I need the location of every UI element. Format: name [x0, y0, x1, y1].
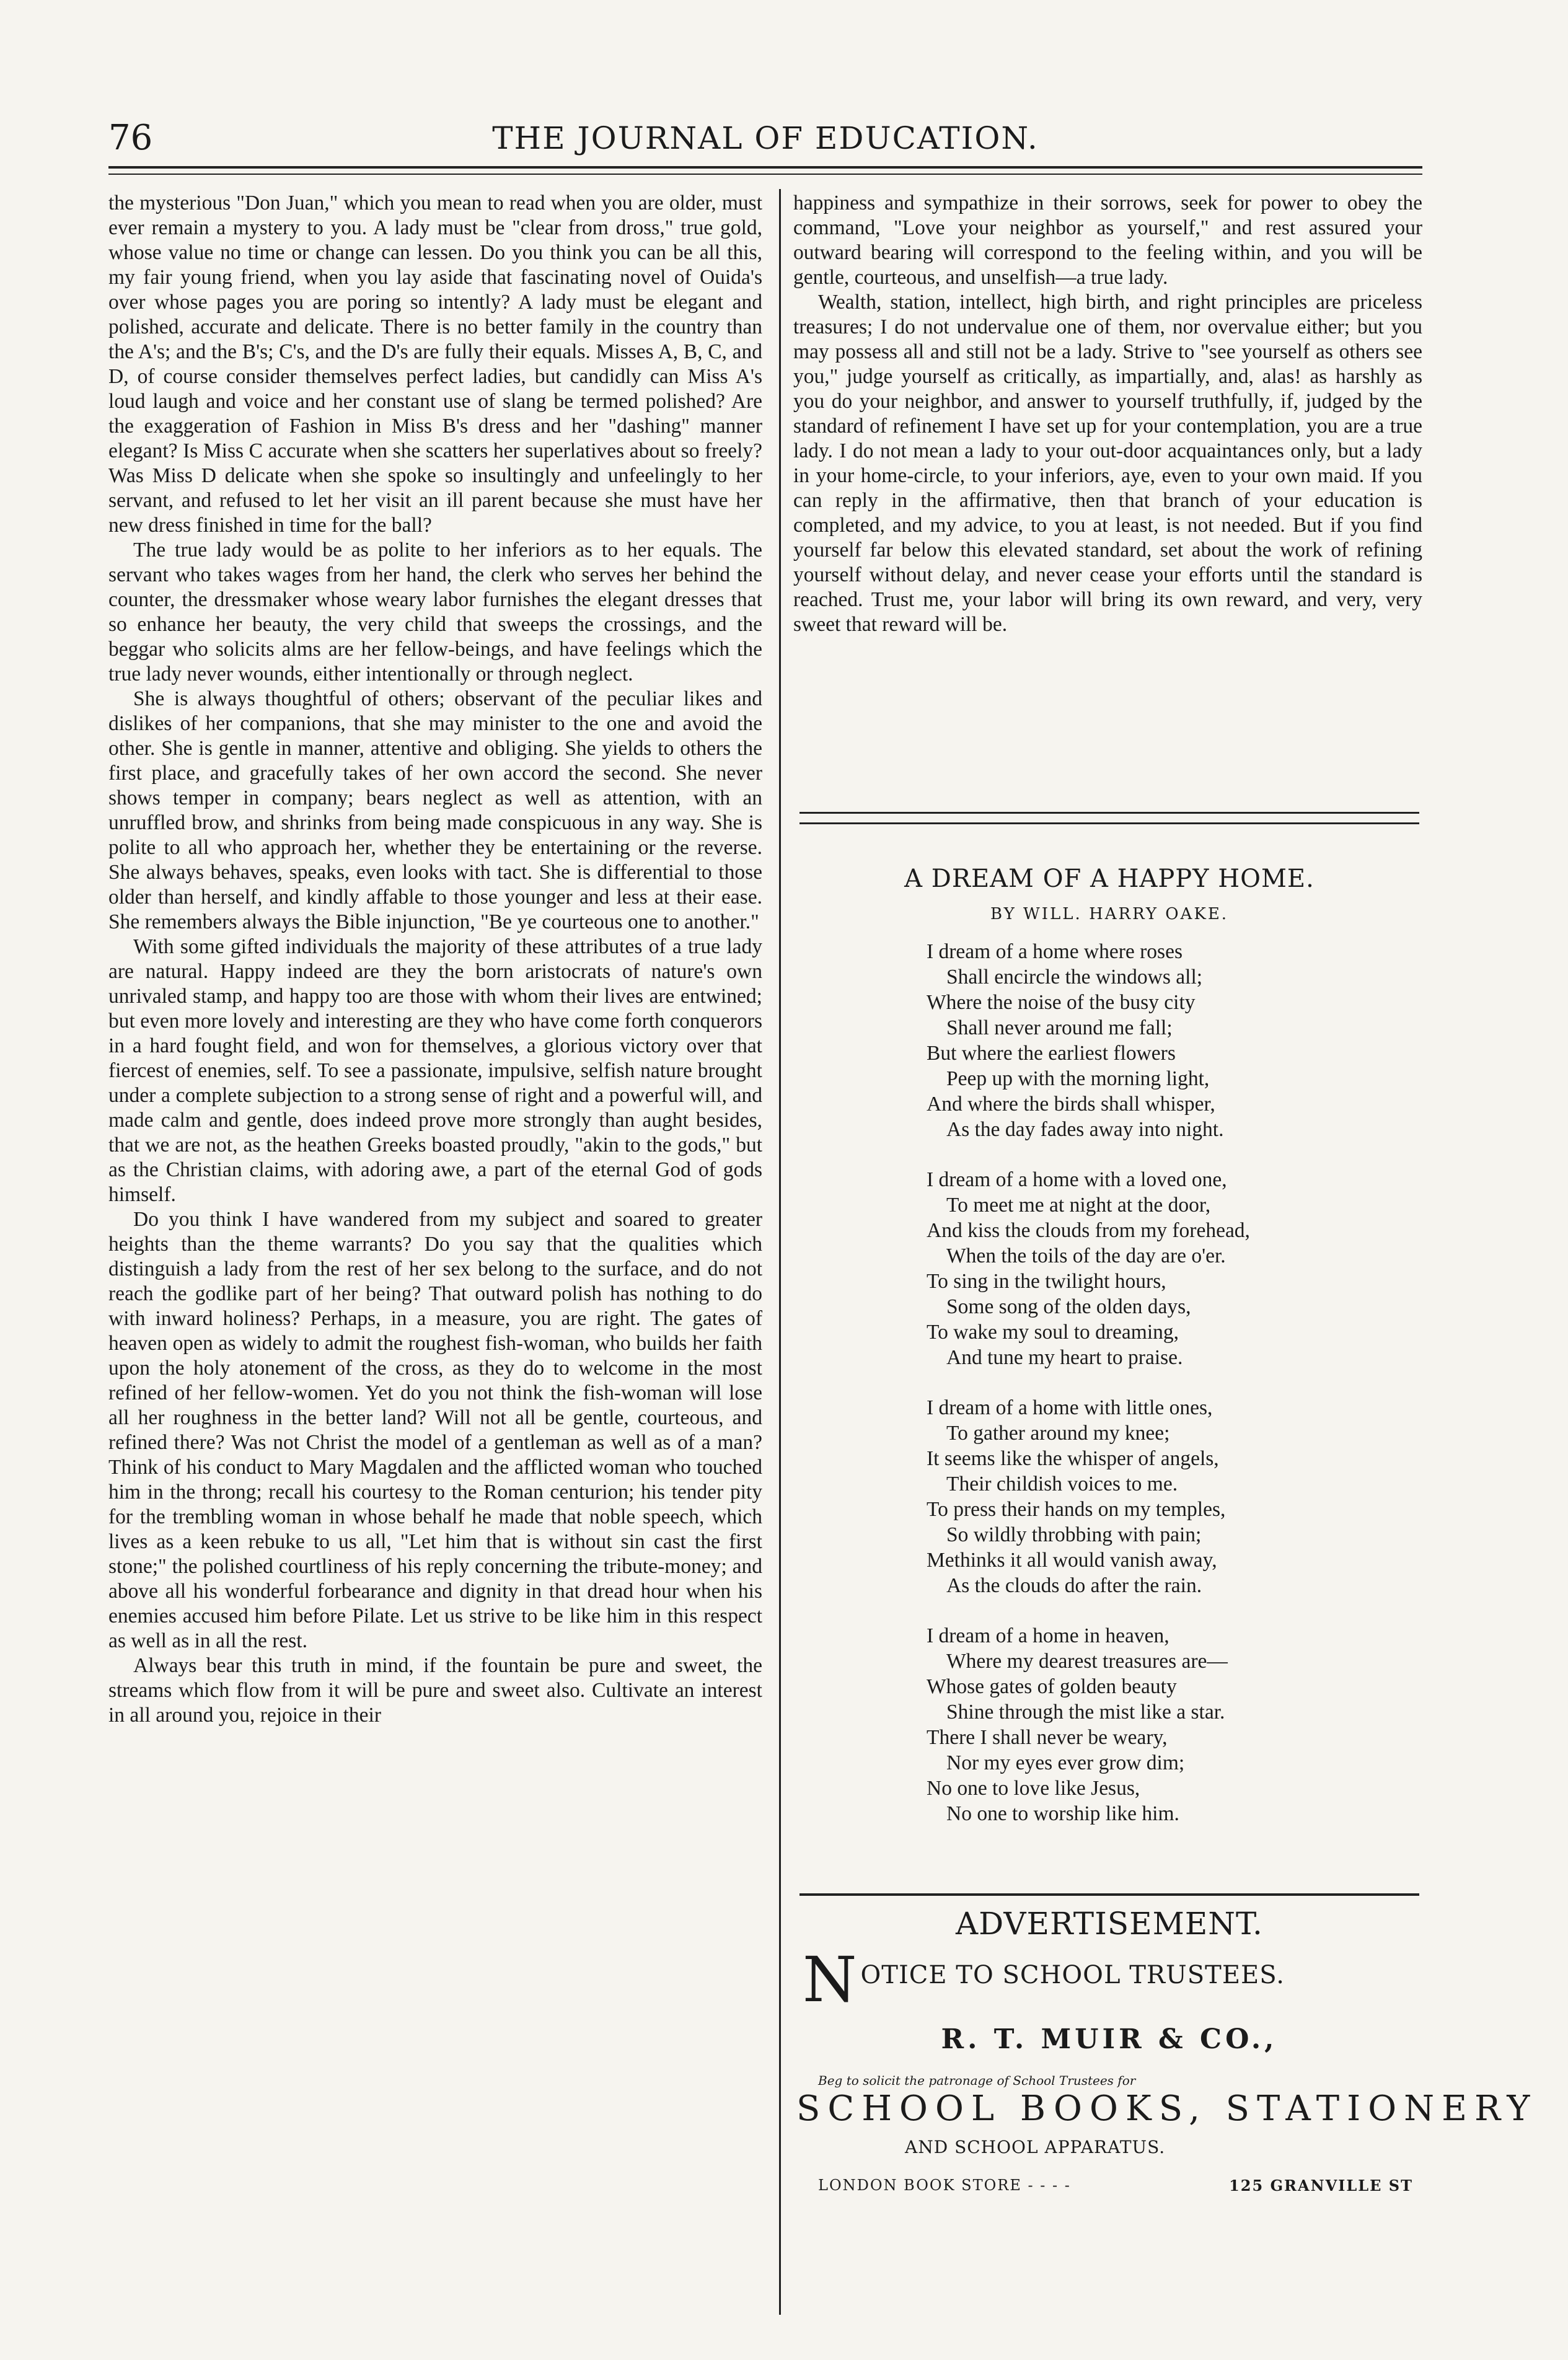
company-name: R. T. MUIR & CO.,: [941, 2023, 1278, 2055]
poem-line: No one to love like Jesus,: [927, 1777, 1140, 1800]
poem-stanza: [927, 1395, 1410, 1598]
poem-line: Nor my eyes ever grow dim;: [946, 1751, 1185, 1774]
paragraph: Always bear this truth in mind, if the fountain be pure and sweet, the streams which flow from it will be pure and sweet also. Cultivate an interest in all around you, rejoice in their: [108, 1654, 762, 1727]
poem-line: Peep up with the morning light,: [946, 1067, 1210, 1090]
poem-line: As the day fades away into night.: [946, 1118, 1224, 1141]
paragraph: The true lady would be as polite to her inferiors as to her equals. The servant who takes wages from her hand, the clerk who serves her behind the counter, the dressmaker whose weary labor furnishes the elegant dresses that so enhance her beauty, the very child that sweeps the crossings, and the beggar who solicits alms are her fellow-beings, and have feelings which the true lady never wounds, either intentionally or through neglect.: [108, 539, 762, 685]
poem-line: So wildly throbbing with pain;: [946, 1523, 1202, 1546]
poem-stanza: [927, 1623, 1410, 1826]
poem-line: As the clouds do after the rain.: [946, 1574, 1202, 1597]
poem-line: And tune my heart to praise.: [946, 1346, 1183, 1369]
header-rule-top: [108, 166, 1422, 169]
poem-line: Where the noise of the busy city: [927, 991, 1196, 1014]
paragraph: With some gifted individuals the majority of these attributes of a true lady are natural. Happy indeed are they the born aristocrats of nature's own unrivaled stamp, and happy too are those with whom their lives are entwined; but even more lovely and interesting are they who have come forth conquerors in a hard fought field, and won for themselves, a glorious victory over that fiercest of enemies, self. To see a passionate, impulsive, selfish nature brought under a complete subjection to a strong sense of right and a powerful will, and made calm and gentle, does indeed prove more strongly than aught besides, that we are not, as the heathen Greeks boasted proudly, "akin to the gods," but as the Christian claims, with adoring awe, a part of the eternal God of gods himself.: [108, 935, 762, 1206]
poem-line: To gather around my knee;: [946, 1422, 1170, 1445]
poem-line: Their childish voices to me.: [946, 1473, 1178, 1495]
journal-title: THE JOURNAL OF EDUCATION.: [492, 120, 1039, 156]
poem-line: Shall encircle the windows all;: [946, 966, 1203, 988]
page-number: 76: [108, 118, 153, 158]
paragraph: Do you think I have wandered from my subject and soared to greater heights than the theme warrants? Do you say that the qualities which distinguish a lady from the rest of her sex belong to the surface, and do not reach the godlike part of her being? That outward polish has nothing to do with inward holiness? Perhaps, in a measure, you are right. The gates of heaven open as widely to admit the roughest fish-woman, who builds her faith upon the holy atonement of the cross, as they do to welcome in the most refined of her fellow-women. Yet do you not think the fish-woman will lose all her roughness in the better land? Will not all be gentle, courteous, and refined there? Was not Christ the model of a gentleman as well as of a man? Think of his conduct to Mary Magdalen and the afflicted woman who touched him in the throng; recall his courtesy to the Roman centurion; his tender pity for the trembling woman in whose behalf he made that noble speech, which lives as a keen rebuke to us all, "Let him that is without sin cast the first stone;" the polished courtliness of his reply concerning the tribute-money; and above all his wonderful forbearance and dignity in that dread hour when his enemies accused him before Pilate. Let us strive to be like him in this respect as well as in all the rest.: [108, 1208, 762, 1652]
poem-line: To sing in the twilight hours,: [927, 1270, 1166, 1293]
poem-line: But where the earliest flowers: [927, 1042, 1176, 1065]
paragraph: happiness and sympathize in their sorrows, seek for power to obey the command, "Love your neighbor as yourself," and rest assured your outward bearing will correspond to the feeling within, and you will be gentle, courteous, and unselfish—a true lady.: [793, 192, 1422, 289]
right-column: [793, 191, 1422, 637]
poem-line: To meet me at night at the door,: [946, 1194, 1211, 1217]
notice-drop-cap: N: [803, 1944, 857, 2016]
advertisement-rule: [799, 1893, 1419, 1896]
notice-heading: [803, 1944, 1422, 2016]
poem-line: Shall never around me fall;: [946, 1016, 1173, 1039]
poem-line: And kiss the clouds from my forehead,: [927, 1219, 1250, 1242]
page-header: [108, 115, 1422, 161]
poem-line: Some song of the olden days,: [946, 1295, 1191, 1318]
poem-line: Whose gates of golden beauty: [927, 1675, 1177, 1698]
poem-title: A DREAM OF A HAPPY HOME.: [904, 865, 1315, 893]
poem-line: To wake my soul to dreaming,: [927, 1321, 1179, 1344]
paragraph: the mysterious "Don Juan," which you mean to read when you are older, must ever remain a mystery to you. A lady must be "clear from dross," true gold, whose value no time or change can lessen. Do you think you can be all this, my fair young friend, when you lay aside that fascinating novel of Ouida's over whose pages you are poring so intently? A lady must be elegant and polished, accurate and delicate. There is no better family in the country than the A's; and the B's; C's, and the D's are fully their equals. Misses A, B, C, and D, of course consider themselves perfect ladies, but candidly can Miss A's loud laugh and voice and her constant use of slang be termed polished? Are the exaggeration of Fashion in Miss B's dress and her "dashing" manner elegant? Is Miss C accurate when she scatters her superlatives about so freely? Was Miss D delicate when she spoke so insultingly and unfeelingly to her servant, and refused to let her visit an ill parent because she must have her new dress finished in time for the ball?: [108, 192, 762, 537]
poem-line: And where the birds shall whisper,: [927, 1093, 1215, 1116]
poem-line: Where my dearest treasures are—: [946, 1650, 1228, 1673]
store-address-line: [818, 2177, 1413, 2195]
poem-line: I dream of a home where roses: [927, 940, 1183, 963]
product-initial: S: [796, 2089, 828, 2129]
product-subline: AND SCHOOL APPARATUS.: [905, 2137, 1166, 2157]
paragraph: Wealth, station, intellect, high birth, and right principles are priceless treasures; I do not undervalue one of them, nor overvalue either; but you may possess all and still not be a lady. Strive to "see yourself as others see you," judge yourself as critically, as impartially, and, alas! as harshly as you do your neighbor, and answer to yourself truthfully, if, judged by the standard of refinement I have set up for your contemplation, you are a true lady. I do not mean a lady to your out-door acquaintances only, but a lady in your home-circle, to your inferiors, aye, even to your own maid. If you can reply in the affirmative, then that branch of your education is completed, and my advice, to you at least, is not needed. But if you find yourself far below this elevated standard, set about the work of refining yourself without delay, and never cease your efforts until the standard is reached. Trust me, your labor will bring its own reward, and very, very sweet that reward will be.: [793, 291, 1422, 636]
left-column: [108, 191, 762, 1728]
header-rule-bottom: [108, 174, 1422, 175]
paragraph: She is always thoughtful of others; observant of the peculiar likes and dislikes of her companions, that she may minister to the one and avoid the other. She is gentle in manner, attentive and obliging. She yields to others the first place, and gracefully takes of her own accord the second. She never shows temper in company; bears neglect as well as attention, with an unruffled brow, and shrinks from being made conspicuous in any way. She is polite to all who approach her, whether they be entertaining or the reverse. She always behaves, speaks, even looks with tact. She is differential to those older than herself, and kindly affable to those younger and less at their ease. She remembers always the Bible injunction, "Be ye courteous one to another.": [108, 687, 762, 933]
poem-author: BY WILL. HARRY OAKE.: [990, 905, 1229, 923]
column-separator: [779, 189, 781, 2315]
poem-stanza: [927, 1167, 1410, 1370]
store-name: LONDON BOOK STORE - - - -: [818, 2177, 1071, 2194]
notice-text: OTICE TO SCHOOL TRUSTEES.: [860, 1961, 1285, 1989]
store-address: 125 GRANVILLE ST: [1229, 2177, 1413, 2195]
poem-line: It seems like the whisper of angels,: [927, 1447, 1219, 1470]
poem-line: I dream of a home in heaven,: [927, 1624, 1169, 1647]
section-divider: [799, 812, 1419, 824]
poem-line: I dream of a home with a loved one,: [927, 1168, 1227, 1191]
product-text: CHOOL BOOKS, STATIONERY: [827, 2089, 1538, 2129]
poem-line: Shine through the mist like a star.: [946, 1701, 1225, 1724]
poem-line: There I shall never be weary,: [927, 1726, 1168, 1749]
solicit-text: Beg to solicit the patronage of School Trustees for: [818, 2073, 1136, 2088]
poem-line: I dream of a home with little ones,: [927, 1396, 1213, 1419]
product-line: [796, 2089, 1538, 2129]
poem-stanza: [927, 939, 1410, 1142]
advertisement-heading: ADVERTISEMENT.: [956, 1906, 1263, 1942]
poem-body: [927, 939, 1410, 1851]
poem-line: To press their hands on my temples,: [927, 1498, 1226, 1521]
poem-line: Methinks it all would vanish away,: [927, 1549, 1217, 1572]
poem-line: When the toils of the day are o'er.: [946, 1244, 1226, 1267]
poem-line: No one to worship like him.: [946, 1802, 1179, 1825]
